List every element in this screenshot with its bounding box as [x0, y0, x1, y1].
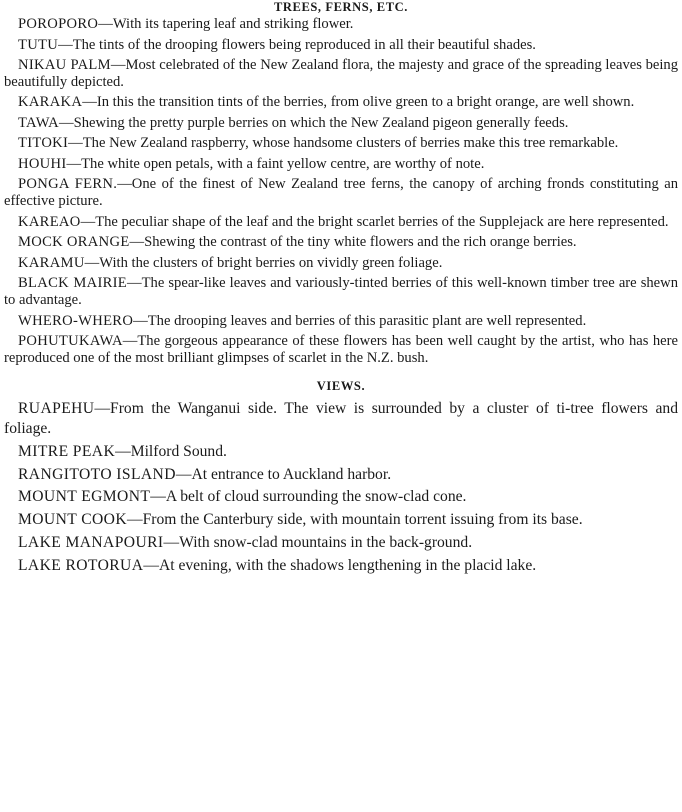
- entry-name: POHUTUKAWA: [18, 333, 123, 350]
- catalogue-entry: [4, 487, 678, 507]
- entry-dash: —: [115, 442, 131, 460]
- entry-description: At entrance to Auckland harbor.: [191, 465, 392, 483]
- entry-name: RUAPEHU: [18, 399, 95, 417]
- catalogue-entry: [4, 115, 678, 132]
- entry-dash: —: [68, 135, 83, 152]
- entry-name: MOCK ORANGE: [18, 234, 130, 251]
- catalogue-entry: [4, 234, 678, 251]
- catalogue-entry: [4, 135, 678, 152]
- entry-description: The white open petals, with a faint yellow centre, are worthy of note.: [81, 155, 485, 172]
- entry-description: Shewing the pretty purple berries on which the New Zealand pigeon generally feeds.: [73, 114, 569, 131]
- entry-dash: —: [59, 114, 74, 131]
- catalogue-entry: [4, 533, 678, 553]
- entry-name: MOUNT EGMONT: [18, 488, 151, 506]
- trees-entry-list: [4, 16, 678, 367]
- catalogue-entry: [4, 214, 678, 231]
- entry-dash: —: [129, 234, 145, 251]
- entry-name: KAREAO: [18, 213, 81, 230]
- catalogue-entry: [4, 510, 678, 530]
- entry-name: TAWA: [18, 114, 60, 131]
- catalogue-entry: [4, 176, 678, 210]
- catalogue-entry: [4, 16, 678, 33]
- entry-description: The gorgeous appearance of these flowers has been well caught by the artist, who has here reproduced one of the most brilliant glimpses of scarlet in the N.Z. bush.: [4, 333, 678, 367]
- catalogue-entry: [4, 465, 678, 485]
- entry-dash: —: [80, 213, 96, 230]
- entry-description: Shewing the contrast of the tiny white flowers and the rich orange berries.: [144, 234, 577, 251]
- entry-description: One of the finest of New Zealand tree ferns, the canopy of arching fronds constituting an effective picture.: [4, 176, 678, 210]
- entry-dash: —: [150, 488, 166, 506]
- entry-name: TUTU: [18, 36, 59, 53]
- entry-description: Most celebrated of the New Zealand flora, the majesty and grace of the spreading leaves being beautifully depicted.: [4, 57, 679, 90]
- entry-dash: —: [58, 36, 73, 53]
- catalogue-entry: [4, 556, 678, 576]
- entry-description: The tints of the drooping flowers being reproduced in all their beautiful shades.: [72, 36, 536, 53]
- catalogue-entry: [4, 399, 678, 440]
- entry-name: NIKAU PALM: [18, 57, 111, 73]
- entry-name: LAKE MANAPOURI: [18, 534, 164, 552]
- entry-name: LAKE ROTORUA: [18, 556, 144, 574]
- entry-description: The New Zealand raspberry, whose handsome clusters of berries make this tree remarkable.: [82, 135, 619, 152]
- entry-name: MOUNT COOK: [18, 511, 127, 529]
- entry-dash: —: [84, 254, 100, 271]
- catalogue-entry: [4, 57, 678, 91]
- entry-name: PONGA FERN.: [18, 176, 118, 193]
- entry-dash: —: [163, 534, 180, 552]
- catalogue-entry: [4, 156, 678, 173]
- entry-name: KARAMU: [18, 254, 85, 271]
- entry-description: At evening, with the shadows lengthening in the placid lake.: [158, 556, 537, 574]
- catalogue-entry: [4, 313, 678, 330]
- section-heading-views: VIEWS.: [316, 378, 366, 393]
- entry-name: KARAKA: [18, 94, 83, 111]
- entry-description: From the Wanganui side. The view is surrounded by a cluster of ti-tree flowers and foliage.: [4, 399, 678, 438]
- entry-dash: —: [126, 511, 143, 529]
- entry-dash: —: [127, 275, 142, 292]
- entry-dash: —: [110, 57, 126, 73]
- entry-dash: —: [82, 94, 97, 111]
- entry-name: TITOKI: [18, 135, 69, 152]
- document-page: [4, 0, 678, 812]
- entry-description: With snow-clad mountains in the back-ground.: [179, 534, 473, 552]
- entry-description: In this the transition tints of the berries, from olive green to a bright orange, are well shown.: [96, 94, 635, 111]
- entry-description: Milford Sound.: [130, 442, 227, 460]
- entry-description: The drooping leaves and berries of this parasitic plant are well represented.: [147, 312, 587, 329]
- catalogue-entry: [4, 275, 678, 309]
- catalogue-entry: [4, 255, 678, 272]
- section-heading-trees: TREES, FERNS, ETC.: [273, 0, 409, 14]
- entry-description: The peculiar shape of the leaf and the bright scarlet berries of the Supplejack are here represented.: [95, 213, 669, 230]
- entry-description: From the Canterbury side, with mountain torrent issuing from its base.: [142, 511, 583, 529]
- entry-description: A belt of cloud surrounding the snow-clad cone.: [165, 488, 467, 506]
- entry-name: MITRE PEAK: [18, 442, 116, 460]
- entry-dash: —: [98, 16, 113, 32]
- catalogue-entry: [4, 442, 678, 462]
- catalogue-entry: [4, 333, 678, 367]
- views-entry-list: [4, 399, 678, 577]
- entry-name: HOUHI: [18, 155, 67, 172]
- entry-dash: —: [117, 176, 132, 193]
- entry-name: WHERO-WHERO: [18, 312, 134, 329]
- entry-name: POROPORO: [18, 16, 99, 32]
- entry-description: With the clusters of bright berries on vividly green foliage.: [99, 254, 443, 271]
- entry-dash: —: [94, 399, 111, 417]
- entry-dash: —: [66, 155, 82, 172]
- entry-dash: —: [122, 333, 138, 350]
- entry-name: BLACK MAIRIE: [18, 275, 128, 292]
- entry-name: RANGITOTO ISLAND: [18, 465, 176, 483]
- entry-dash: —: [175, 465, 192, 483]
- entry-description: The spear-like leaves and variously-tinted berries of this well-known timber tree are shewn to advantage.: [4, 275, 678, 309]
- catalogue-entry: [4, 37, 678, 54]
- catalogue-entry: [4, 94, 678, 111]
- entry-dash: —: [143, 556, 159, 574]
- entry-dash: —: [133, 312, 148, 329]
- entry-description: With its tapering leaf and striking flower.: [112, 16, 354, 32]
